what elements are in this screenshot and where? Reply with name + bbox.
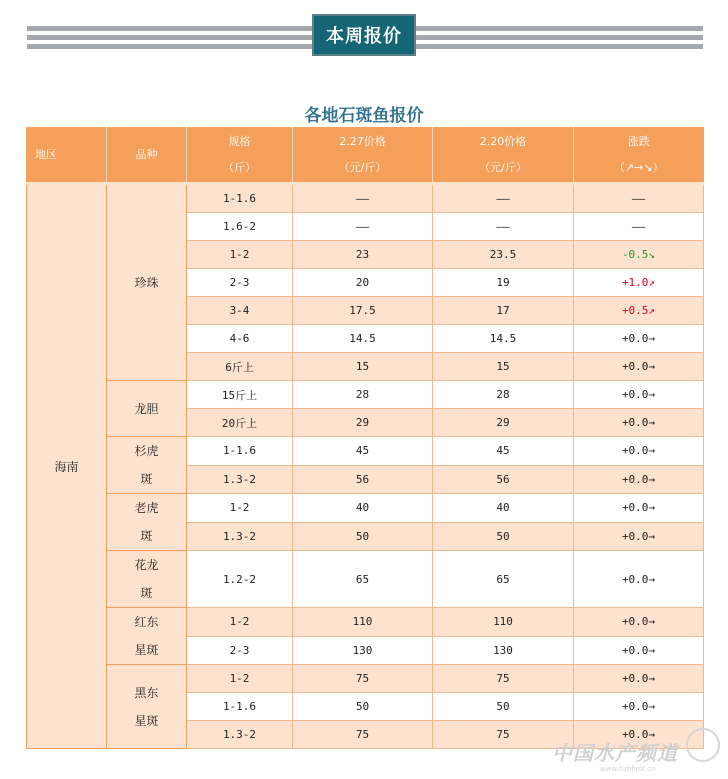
price-new-cell: —— bbox=[293, 184, 433, 213]
spec-cell: 2-3 bbox=[187, 269, 293, 297]
spec-cell: 20斤上 bbox=[187, 409, 293, 437]
price-old-cell: 23.5 bbox=[433, 241, 574, 269]
variety-name: 黑东 bbox=[134, 685, 159, 700]
price-new-cell: 65 bbox=[293, 551, 433, 608]
table-row bbox=[27, 665, 704, 693]
variety-cell bbox=[107, 184, 187, 381]
variety-name-cont: 星斑 bbox=[134, 643, 159, 657]
price-old-cell: —— bbox=[433, 184, 574, 213]
spec-cell: 6斤上 bbox=[187, 353, 293, 381]
table-title: 各地石斑鱼报价 bbox=[304, 106, 424, 126]
change-cell: +0.0→ bbox=[574, 494, 704, 523]
header-region: 地区 bbox=[27, 127, 107, 184]
price-new-cell: 75 bbox=[293, 665, 433, 693]
price-new-cell: 110 bbox=[293, 608, 433, 637]
header-price-old: 2.20价格 （元/斤） bbox=[433, 127, 574, 184]
price-old-cell: 110 bbox=[433, 608, 574, 637]
globe-icon bbox=[686, 728, 720, 762]
change-cell: +0.5↗ bbox=[574, 297, 704, 325]
change-cell: +0.0→ bbox=[574, 693, 704, 721]
change-cell: +0.0→ bbox=[574, 608, 704, 637]
variety-name: 杉虎 bbox=[134, 444, 159, 458]
change-cell: +0.0→ bbox=[574, 721, 704, 749]
price-new-cell: 50 bbox=[293, 522, 433, 551]
watermark-url: www.fishfirst.cn bbox=[600, 765, 656, 773]
variety-cell bbox=[107, 437, 187, 494]
change-cell: +0.0→ bbox=[574, 522, 704, 551]
change-cell: +0.0→ bbox=[574, 465, 704, 494]
price-old-cell: 17 bbox=[433, 297, 574, 325]
change-cell: +0.0→ bbox=[574, 665, 704, 693]
price-old-cell: 14.5 bbox=[433, 325, 574, 353]
spec-cell: 1-2 bbox=[187, 608, 293, 637]
price-new-cell: 28 bbox=[293, 381, 433, 409]
price-new-cell: 23 bbox=[293, 241, 433, 269]
price-new-cell: 130 bbox=[293, 636, 433, 665]
price-old-cell: 56 bbox=[433, 465, 574, 494]
spec-cell: 15斤上 bbox=[187, 381, 293, 409]
price-old-cell: 19 bbox=[433, 269, 574, 297]
variety-name: 珍珠 bbox=[134, 275, 159, 290]
spec-cell: 1-2 bbox=[187, 665, 293, 693]
variety-name: 龙胆 bbox=[134, 401, 159, 416]
price-table bbox=[26, 127, 704, 749]
price-old-cell: 65 bbox=[433, 551, 574, 608]
price-new-cell: 14.5 bbox=[293, 325, 433, 353]
price-new-cell: —— bbox=[293, 213, 433, 241]
region-cell: 海南 bbox=[27, 184, 107, 749]
change-cell: -0.5↘ bbox=[574, 241, 704, 269]
header-change: 涨跌 （↗→↘） bbox=[574, 127, 704, 184]
spec-cell: 1.2-2 bbox=[187, 551, 293, 608]
table-row bbox=[27, 381, 704, 409]
header-row bbox=[27, 127, 704, 184]
table-row bbox=[27, 551, 704, 608]
change-cell: +0.0→ bbox=[574, 437, 704, 466]
price-new-cell: 17.5 bbox=[293, 297, 433, 325]
spec-cell: 1.3-2 bbox=[187, 522, 293, 551]
header-spec: 规格 （斤） bbox=[187, 127, 293, 184]
change-cell: +0.0→ bbox=[574, 636, 704, 665]
price-old-cell: 15 bbox=[433, 353, 574, 381]
spec-cell: 2-3 bbox=[187, 636, 293, 665]
price-old-cell: 50 bbox=[433, 693, 574, 721]
spec-cell: 1-2 bbox=[187, 241, 293, 269]
variety-name-cont: 斑 bbox=[140, 472, 153, 486]
price-new-cell: 45 bbox=[293, 437, 433, 466]
variety-name: 红东 bbox=[134, 615, 159, 629]
spec-cell: 1.3-2 bbox=[187, 721, 293, 749]
spec-cell: 4-6 bbox=[187, 325, 293, 353]
price-old-cell: 28 bbox=[433, 381, 574, 409]
price-new-cell: 75 bbox=[293, 721, 433, 749]
change-cell: +1.0↗ bbox=[574, 269, 704, 297]
variety-name: 老虎 bbox=[134, 501, 159, 515]
spec-cell: 1.3-2 bbox=[187, 465, 293, 494]
spec-cell: 1-1.6 bbox=[187, 693, 293, 721]
banner-title: 本周报价 bbox=[312, 14, 416, 56]
price-old-cell: 130 bbox=[433, 636, 574, 665]
price-new-cell: 40 bbox=[293, 494, 433, 523]
spec-cell: 1.6-2 bbox=[187, 213, 293, 241]
price-new-cell: 50 bbox=[293, 693, 433, 721]
variety-cell bbox=[107, 381, 187, 437]
variety-name-cont: 星斑 bbox=[134, 713, 159, 728]
variety-cell bbox=[107, 665, 187, 749]
price-old-cell: 45 bbox=[433, 437, 574, 466]
price-old-cell: 29 bbox=[433, 409, 574, 437]
spec-cell: 1-2 bbox=[187, 494, 293, 523]
price-new-cell: 29 bbox=[293, 409, 433, 437]
variety-name-cont: 斑 bbox=[140, 586, 153, 600]
table-row bbox=[27, 608, 704, 637]
spec-cell: 3-4 bbox=[187, 297, 293, 325]
change-cell: +0.0→ bbox=[574, 353, 704, 381]
price-old-cell: 50 bbox=[433, 522, 574, 551]
table-row bbox=[27, 184, 704, 213]
change-cell: +0.0→ bbox=[574, 551, 704, 608]
table-row bbox=[27, 494, 704, 523]
variety-name: 花龙 bbox=[134, 558, 159, 572]
change-cell: +0.0→ bbox=[574, 381, 704, 409]
header-variety: 品种 bbox=[107, 127, 187, 184]
banner bbox=[0, 0, 728, 70]
change-cell: +0.0→ bbox=[574, 409, 704, 437]
variety-cell bbox=[107, 608, 187, 665]
price-old-cell: —— bbox=[433, 213, 574, 241]
price-new-cell: 56 bbox=[293, 465, 433, 494]
price-old-cell: 75 bbox=[433, 721, 574, 749]
spec-cell: 1-1.6 bbox=[187, 184, 293, 213]
table-row bbox=[27, 437, 704, 466]
price-new-cell: 20 bbox=[293, 269, 433, 297]
spec-cell: 1-1.6 bbox=[187, 437, 293, 466]
price-old-cell: 75 bbox=[433, 665, 574, 693]
price-old-cell: 40 bbox=[433, 494, 574, 523]
watermark-text: 中国水产频道 bbox=[552, 741, 678, 765]
header-price-new: 2.27价格 （元/斤） bbox=[293, 127, 433, 184]
variety-cell bbox=[107, 551, 187, 608]
change-cell: —— bbox=[574, 213, 704, 241]
change-cell: —— bbox=[574, 184, 704, 213]
variety-cell bbox=[107, 494, 187, 551]
variety-name-cont: 斑 bbox=[140, 529, 153, 543]
price-new-cell: 15 bbox=[293, 353, 433, 381]
change-cell: +0.0→ bbox=[574, 325, 704, 353]
